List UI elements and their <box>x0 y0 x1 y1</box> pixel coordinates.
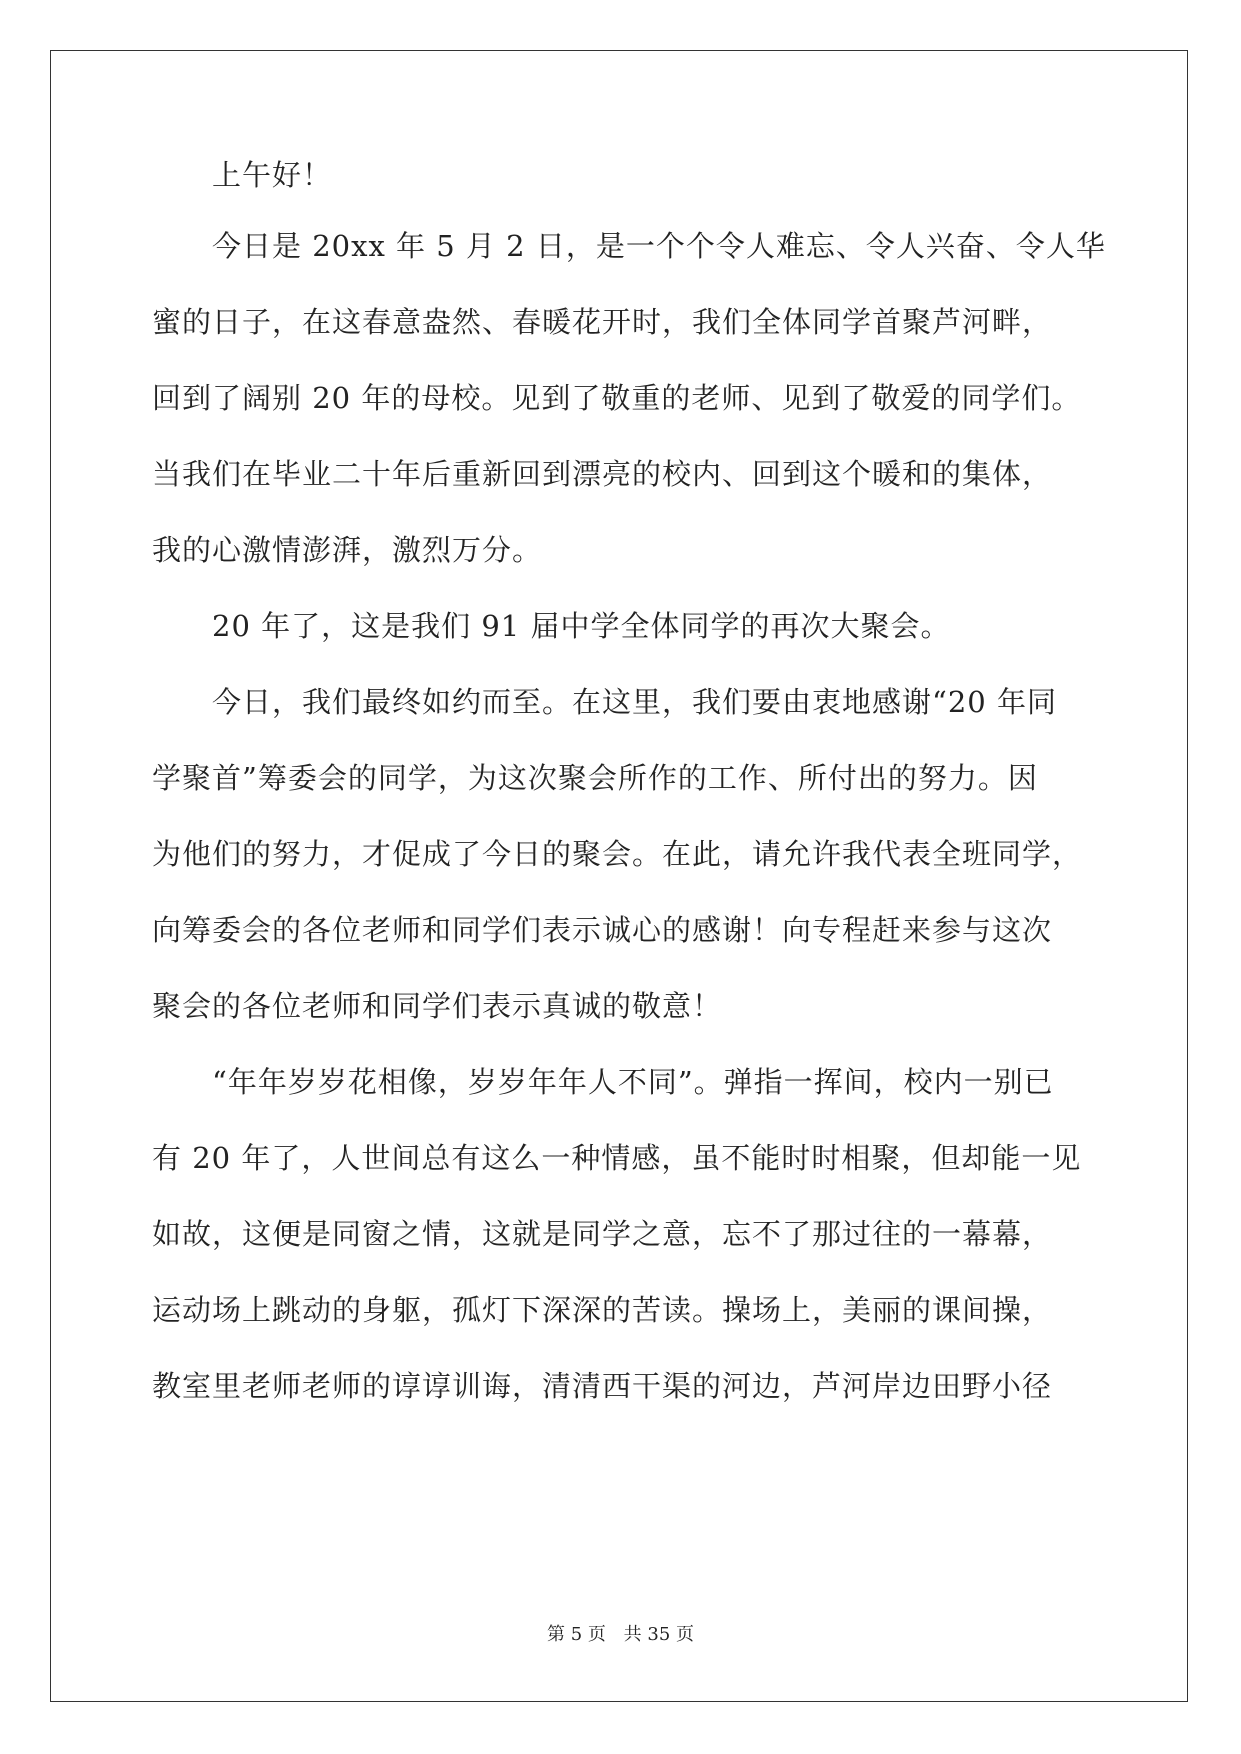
paragraph-line: 运动场上跳动的身躯，孤灯下深深的苦读。操场上，美丽的课间操， <box>152 1293 1053 1327</box>
paragraph-line: 今日，我们最终如约而至。在这里，我们要由衷地感谢“20 年同 <box>212 685 1057 719</box>
paragraph-line: 回到了阔别 20 年的母校。见到了敬重的老师、见到了敬爱的同学们。 <box>152 381 1082 415</box>
paragraph-line: 聚会的各位老师和同学们表示真诚的敬意！ <box>152 989 723 1023</box>
paragraph-line: “年年岁岁花相像，岁岁年年人不同”。弹指一挥间，校内一别已 <box>212 1065 1054 1099</box>
paragraph-line: 向筹委会的各位老师和同学们表示诚心的感谢！向专程赶来参与这次 <box>152 913 1053 947</box>
page-footer <box>0 1620 1241 1646</box>
paragraph-line: 当我们在毕业二十年后重新回到漂亮的校内、回到这个暖和的集体， <box>152 457 1053 491</box>
paragraph-line: 如故，这便是同窗之情，这就是同学之意，忘不了那过往的一幕幕， <box>152 1217 1053 1251</box>
paragraph-line: 教室里老师老师的谆谆训诲，清清西干渠的河边，芦河岸边田野小径 <box>152 1369 1053 1403</box>
paragraph-line: 学聚首”筹委会的同学，为这次聚会所作的工作、所付出的努力。因 <box>152 761 1038 795</box>
page-number: 第 5 页 <box>547 1624 606 1645</box>
paragraph-line: 20 年了，这是我们 91 届中学全体同学的再次大聚会。 <box>212 609 951 643</box>
total-pages: 共 35 页 <box>623 1624 694 1645</box>
paragraph-line: 有 20 年了，人世间总有这么一种情感，虽不能时时相聚，但却能一见 <box>152 1141 1082 1175</box>
page-border <box>50 50 1188 1702</box>
paragraph-line: 上午好！ <box>212 158 333 192</box>
paragraph-line: 今日是 20xx 年 5 月 2 日，是一个个令人难忘、令人兴奋、令人华 <box>212 229 1106 263</box>
paragraph-line: 我的心激情澎湃，激烈万分。 <box>152 533 543 567</box>
paragraph-line: 为他们的努力，才促成了今日的聚会。在此，请允许我代表全班同学， <box>152 837 1083 871</box>
paragraph-line: 蜜的日子，在这春意盎然、春暖花开时，我们全体同学首聚芦河畔， <box>152 305 1053 339</box>
